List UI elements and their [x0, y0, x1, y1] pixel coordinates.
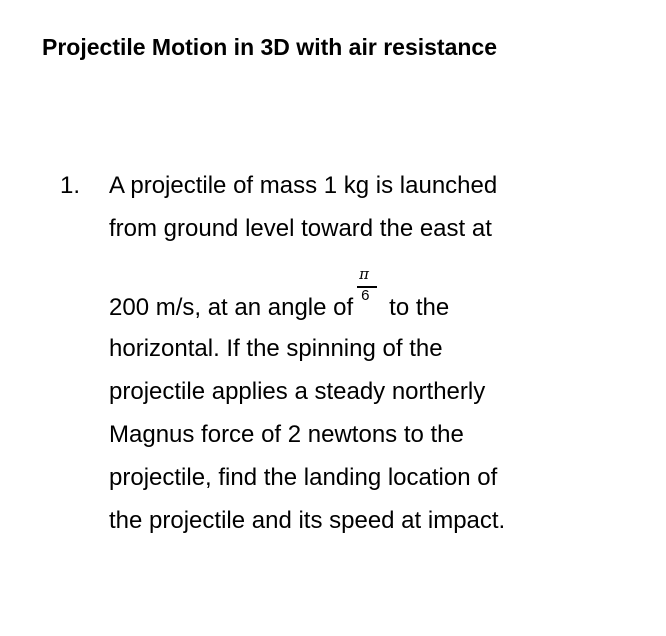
- angle-fraction: [357, 265, 379, 315]
- problem-text-line: from ground level toward the east at: [109, 215, 492, 242]
- problem-text-line: the projectile and its speed at impact.: [109, 507, 506, 534]
- problem-text-line: Magnus force of 2 newtons to the: [109, 421, 464, 448]
- problem-text-segment: to the: [389, 294, 450, 321]
- fraction-numerator: π: [359, 265, 370, 283]
- problem-text-segment: 200 m/s, at an angle of: [109, 294, 354, 321]
- problem-text-line-with-fraction: [109, 265, 450, 322]
- problem-number: 1.: [60, 172, 81, 199]
- problem-text-line: projectile, find the landing location of: [109, 464, 498, 491]
- document-title: Projectile Motion in 3D with air resistance: [42, 34, 498, 60]
- problem-text-line: projectile applies a steady northerly: [109, 378, 486, 405]
- problem-text-line: horizontal. If the spinning of the: [109, 335, 443, 362]
- fraction-denominator: 6: [361, 287, 370, 304]
- problem-text-line: A projectile of mass 1 kg is launched: [109, 172, 498, 199]
